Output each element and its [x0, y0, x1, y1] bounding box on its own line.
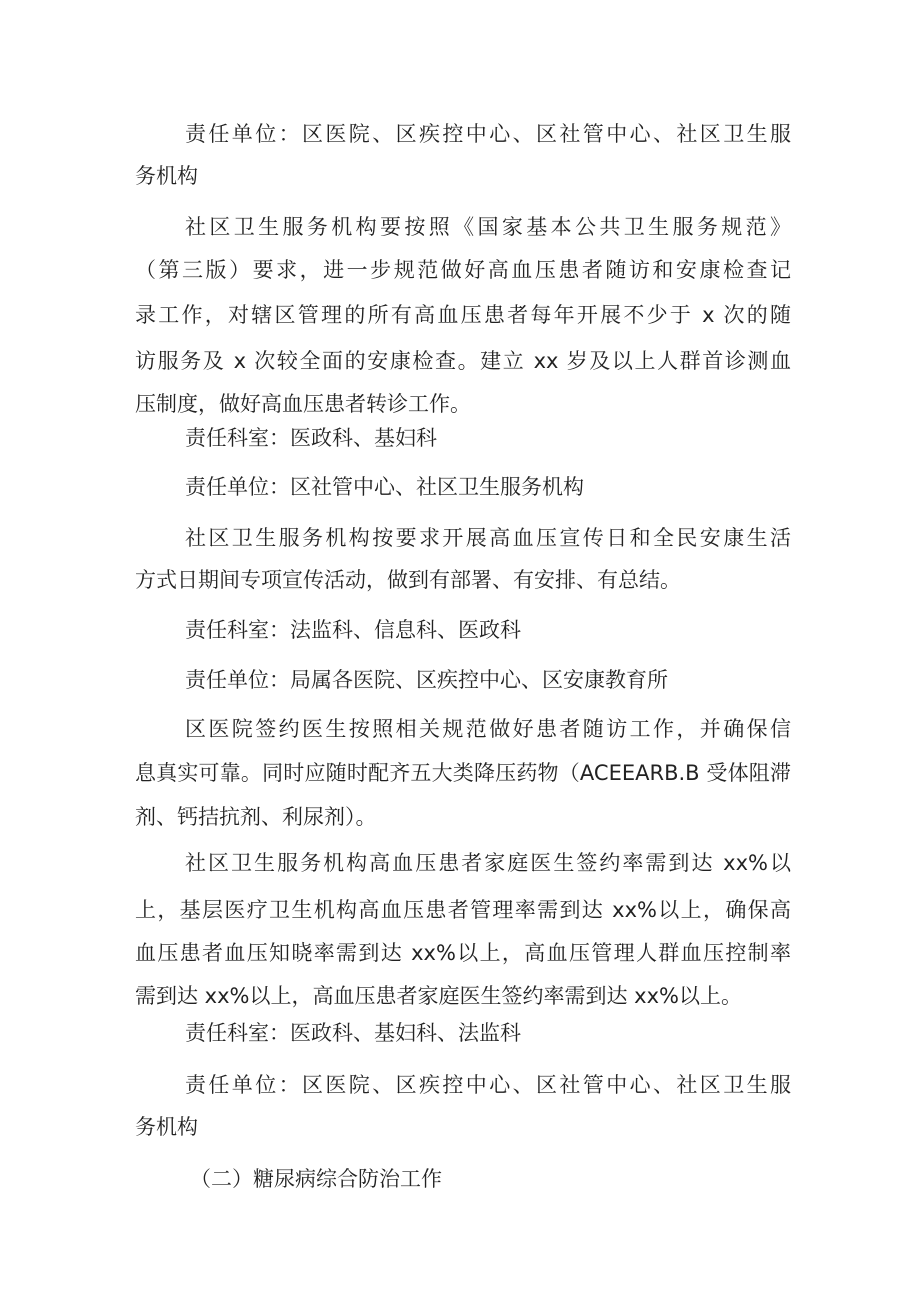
- responsible-departments-3: 责任科室：医政科、基妇科、法监科: [185, 1021, 521, 1045]
- paragraph-followup-line-5: 压制度，做好高血压患者转诊工作。: [135, 392, 471, 416]
- paragraph-targets-line-1: 社区卫生服务机构高血压患者家庭医生签约率需到达 xx%以: [185, 851, 791, 875]
- paragraph-hospital-line-3: 剂、钙拮抗剂、利尿剂）。: [135, 805, 377, 829]
- paragraph-targets-line-4: 需到达 xx%以上，高血压患者家庭医生签约率需到达 xx%以上。: [135, 984, 742, 1008]
- paragraph-publicity-line-1: 社区卫生服务机构按要求开展高血压宣传日和全民安康生活: [185, 526, 791, 550]
- responsible-departments-1: 责任科室：医政科、基妇科: [185, 426, 437, 450]
- responsible-units-2: 责任单位：区社管中心、社区卫生服务机构: [185, 475, 584, 499]
- responsible-units-3: 责任单位：局属各医院、区疾控中心、区安康教育所: [185, 668, 668, 692]
- paragraph-publicity-line-2: 方式日期间专项宣传活动，做到有部署、有安排、有总结。: [135, 568, 681, 592]
- paragraph-hospital-line-2: 息真实可靠。同时应随时配齐五大类降压药物（ACEEARB.B 受体阻滞: [135, 761, 791, 785]
- responsible-departments-2: 责任科室：法监科、信息科、医政科: [185, 618, 521, 642]
- paragraph-responsible-units-line-1: 责任单位：区医院、区疾控中心、区社管中心、社区卫生服: [185, 122, 791, 146]
- paragraph-followup-line-1: 社区卫生服务机构要按照《国家基本公共卫生服务规范》: [185, 215, 791, 239]
- responsible-units-4-line-1: 责任单位：区医院、区疾控中心、区社管中心、社区卫生服: [185, 1073, 791, 1097]
- paragraph-targets-line-3: 血压患者血压知晓率需到达 xx%以上，高血压管理人群血压控制率: [135, 941, 791, 965]
- paragraph-hospital-line-1: 区医院签约医生按照相关规范做好患者随访工作，并确保信: [185, 717, 791, 741]
- paragraph-followup-line-2: （第三版）要求，进一步规范做好高血压患者随访和安康检查记: [135, 258, 791, 282]
- paragraph-followup-line-3: 录工作，对辖区管理的所有高血压患者每年开展不少于 x 次的随: [135, 303, 791, 327]
- section-heading-diabetes: （二）糖尿病综合防治工作: [190, 1167, 442, 1191]
- paragraph-followup-line-4: 访服务及 x 次较全面的安康检查。建立 xx 岁及以上人群首诊测血: [135, 349, 791, 373]
- paragraph-responsible-units-line-2: 务机构: [135, 164, 198, 188]
- responsible-units-4-line-2: 务机构: [135, 1115, 198, 1139]
- paragraph-targets-line-2: 上，基层医疗卫生机构高血压患者管理率需到达 xx%以上，确保高: [135, 898, 791, 922]
